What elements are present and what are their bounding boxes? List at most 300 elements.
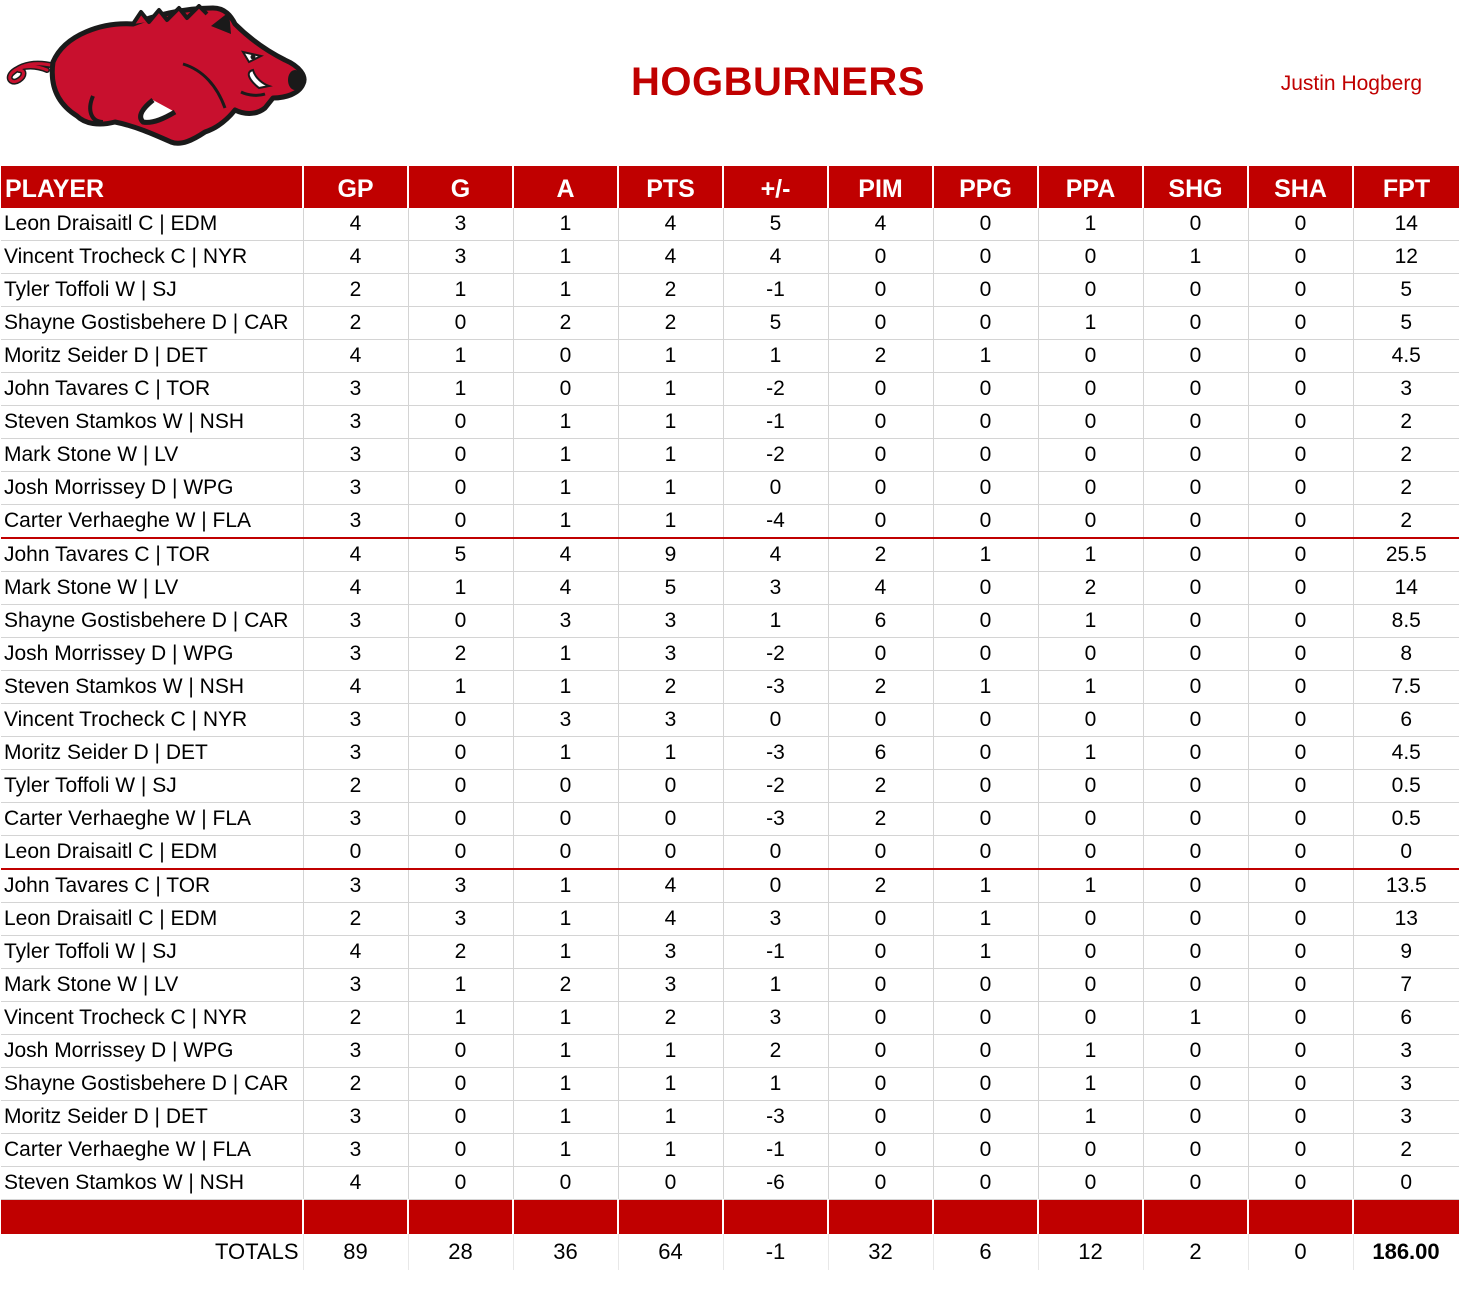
total-pts: 64 (618, 1234, 723, 1270)
column-header-fpt: FPT (1353, 166, 1459, 208)
a-cell: 1 (513, 1101, 618, 1134)
gp-cell: 4 (303, 340, 408, 373)
plus-minus-cell: 1 (723, 605, 828, 638)
header-row (1, 166, 1459, 208)
shg-cell: 1 (1143, 241, 1248, 274)
ppg-cell: 0 (933, 241, 1038, 274)
fpt-cell: 6 (1353, 704, 1459, 737)
table-row (1, 406, 1459, 439)
sha-cell: 0 (1248, 836, 1353, 870)
g-cell: 0 (408, 1101, 513, 1134)
pim-cell: 0 (828, 505, 933, 539)
player-name: Leon Draisaitl C | EDM (1, 208, 303, 241)
gp-cell: 3 (303, 869, 408, 903)
ppg-cell: 0 (933, 406, 1038, 439)
shg-cell: 0 (1143, 638, 1248, 671)
table-row (1, 869, 1459, 903)
sha-cell: 0 (1248, 208, 1353, 241)
player-name: Carter Verhaeghe W | FLA (1, 1134, 303, 1167)
ppa-cell: 1 (1038, 737, 1143, 770)
ppa-cell: 1 (1038, 671, 1143, 704)
pim-cell: 0 (828, 1002, 933, 1035)
fpt-cell: 3 (1353, 1035, 1459, 1068)
pts-cell: 5 (618, 572, 723, 605)
gp-cell: 3 (303, 1035, 408, 1068)
sha-cell: 0 (1248, 439, 1353, 472)
sha-cell: 0 (1248, 406, 1353, 439)
plus-minus-cell: -3 (723, 803, 828, 836)
separator-cell (933, 1200, 1038, 1235)
shg-cell: 0 (1143, 439, 1248, 472)
pim-cell: 6 (828, 605, 933, 638)
g-cell: 0 (408, 770, 513, 803)
plus-minus-cell: 4 (723, 538, 828, 572)
pts-cell: 2 (618, 307, 723, 340)
gp-cell: 4 (303, 208, 408, 241)
shg-cell: 0 (1143, 307, 1248, 340)
plus-minus-cell: 5 (723, 208, 828, 241)
g-cell: 1 (408, 373, 513, 406)
gp-cell: 2 (303, 307, 408, 340)
column-header-pts: PTS (618, 166, 723, 208)
ppa-cell: 0 (1038, 803, 1143, 836)
ppa-cell: 0 (1038, 1167, 1143, 1200)
pts-cell: 1 (618, 737, 723, 770)
plus-minus-cell: 1 (723, 340, 828, 373)
plus-minus-cell: -1 (723, 1134, 828, 1167)
total-shg: 2 (1143, 1234, 1248, 1270)
sha-cell: 0 (1248, 969, 1353, 1002)
sha-cell: 0 (1248, 605, 1353, 638)
shg-cell: 0 (1143, 936, 1248, 969)
plus-minus-cell: 0 (723, 704, 828, 737)
ppa-cell: 2 (1038, 572, 1143, 605)
plus-minus-cell: -4 (723, 505, 828, 539)
sha-cell: 0 (1248, 373, 1353, 406)
player-name: Leon Draisaitl C | EDM (1, 836, 303, 870)
ppa-cell: 0 (1038, 241, 1143, 274)
gp-cell: 3 (303, 1101, 408, 1134)
pts-cell: 9 (618, 538, 723, 572)
table-row (1, 704, 1459, 737)
pts-cell: 1 (618, 472, 723, 505)
player-name: Vincent Trocheck C | NYR (1, 704, 303, 737)
g-cell: 0 (408, 803, 513, 836)
total-sha: 0 (1248, 1234, 1353, 1270)
fpt-cell: 0.5 (1353, 803, 1459, 836)
fpt-cell: 13.5 (1353, 869, 1459, 903)
shg-cell: 0 (1143, 1035, 1248, 1068)
pim-cell: 2 (828, 869, 933, 903)
pim-cell: 0 (828, 439, 933, 472)
ppg-cell: 0 (933, 572, 1038, 605)
plus-minus-cell: 0 (723, 472, 828, 505)
fpt-cell: 2 (1353, 406, 1459, 439)
player-name: Vincent Trocheck C | NYR (1, 241, 303, 274)
ppa-cell: 0 (1038, 406, 1143, 439)
ppa-cell: 1 (1038, 1035, 1143, 1068)
shg-cell: 0 (1143, 505, 1248, 539)
g-cell: 0 (408, 439, 513, 472)
pts-cell: 1 (618, 406, 723, 439)
a-cell: 4 (513, 538, 618, 572)
total-ppg: 6 (933, 1234, 1038, 1270)
gp-cell: 3 (303, 704, 408, 737)
g-cell: 0 (408, 836, 513, 870)
g-cell: 0 (408, 307, 513, 340)
plus-minus-cell: -2 (723, 373, 828, 406)
ppg-cell: 0 (933, 605, 1038, 638)
shg-cell: 0 (1143, 1101, 1248, 1134)
plus-minus-cell: 1 (723, 1068, 828, 1101)
pts-cell: 3 (618, 638, 723, 671)
sha-cell: 0 (1248, 704, 1353, 737)
pts-cell: 4 (618, 208, 723, 241)
shg-cell: 0 (1143, 373, 1248, 406)
table-row (1, 439, 1459, 472)
pim-cell: 0 (828, 472, 933, 505)
ppg-cell: 1 (933, 340, 1038, 373)
sha-cell: 0 (1248, 472, 1353, 505)
g-cell: 1 (408, 671, 513, 704)
shg-cell: 0 (1143, 538, 1248, 572)
player-name: Josh Morrissey D | WPG (1, 1035, 303, 1068)
g-cell: 0 (408, 406, 513, 439)
sha-cell: 0 (1248, 671, 1353, 704)
player-name: Moritz Seider D | DET (1, 340, 303, 373)
ppa-cell: 0 (1038, 1134, 1143, 1167)
pts-cell: 1 (618, 1134, 723, 1167)
ppg-cell: 0 (933, 439, 1038, 472)
gp-cell: 2 (303, 1002, 408, 1035)
ppa-cell: 1 (1038, 1068, 1143, 1101)
plus-minus-cell: 2 (723, 1035, 828, 1068)
pim-cell: 0 (828, 903, 933, 936)
ppg-cell: 0 (933, 1134, 1038, 1167)
sha-cell: 0 (1248, 274, 1353, 307)
totals-separator-band (1, 1200, 1459, 1235)
ppg-cell: 0 (933, 1002, 1038, 1035)
table-row (1, 373, 1459, 406)
fpt-cell: 3 (1353, 1101, 1459, 1134)
g-cell: 1 (408, 274, 513, 307)
ppg-cell: 1 (933, 671, 1038, 704)
table-row (1, 803, 1459, 836)
pim-cell: 0 (828, 1134, 933, 1167)
fpt-cell: 3 (1353, 1068, 1459, 1101)
gp-cell: 3 (303, 439, 408, 472)
gp-cell: 3 (303, 505, 408, 539)
pim-cell: 0 (828, 307, 933, 340)
g-cell: 1 (408, 1002, 513, 1035)
a-cell: 2 (513, 969, 618, 1002)
table-row (1, 903, 1459, 936)
pts-cell: 1 (618, 340, 723, 373)
player-name: Tyler Toffoli W | SJ (1, 770, 303, 803)
plus-minus-cell: -1 (723, 936, 828, 969)
gp-cell: 2 (303, 903, 408, 936)
player-name: Steven Stamkos W | NSH (1, 1167, 303, 1200)
total-fpt: 186.00 (1353, 1234, 1459, 1270)
g-cell: 0 (408, 737, 513, 770)
shg-cell: 0 (1143, 274, 1248, 307)
sha-cell: 0 (1248, 770, 1353, 803)
player-name: Steven Stamkos W | NSH (1, 406, 303, 439)
shg-cell: 0 (1143, 1167, 1248, 1200)
pts-cell: 2 (618, 1002, 723, 1035)
a-cell: 1 (513, 1068, 618, 1101)
fpt-cell: 2 (1353, 1134, 1459, 1167)
pim-cell: 4 (828, 572, 933, 605)
pts-cell: 1 (618, 439, 723, 472)
a-cell: 1 (513, 671, 618, 704)
fpt-cell: 5 (1353, 307, 1459, 340)
a-cell: 3 (513, 704, 618, 737)
fpt-cell: 6 (1353, 1002, 1459, 1035)
table-row (1, 1134, 1459, 1167)
ppa-cell: 0 (1038, 936, 1143, 969)
a-cell: 0 (513, 803, 618, 836)
gp-cell: 3 (303, 472, 408, 505)
fpt-cell: 4.5 (1353, 340, 1459, 373)
fpt-cell: 7.5 (1353, 671, 1459, 704)
table-row (1, 737, 1459, 770)
pim-cell: 0 (828, 241, 933, 274)
table-row (1, 770, 1459, 803)
player-name: John Tavares C | TOR (1, 869, 303, 903)
pim-cell: 0 (828, 1167, 933, 1200)
table-row (1, 936, 1459, 969)
player-name: Carter Verhaeghe W | FLA (1, 803, 303, 836)
a-cell: 1 (513, 472, 618, 505)
fpt-cell: 0 (1353, 836, 1459, 870)
fpt-cell: 0 (1353, 1167, 1459, 1200)
razorback-hog-logo (3, 4, 309, 149)
fpt-cell: 8.5 (1353, 605, 1459, 638)
pts-cell: 3 (618, 605, 723, 638)
gp-cell: 3 (303, 605, 408, 638)
gp-cell: 4 (303, 538, 408, 572)
ppa-cell: 0 (1038, 439, 1143, 472)
pts-cell: 0 (618, 803, 723, 836)
pim-cell: 0 (828, 1035, 933, 1068)
shg-cell: 0 (1143, 472, 1248, 505)
ppg-cell: 0 (933, 737, 1038, 770)
plus-minus-cell: -3 (723, 1101, 828, 1134)
fpt-cell: 14 (1353, 208, 1459, 241)
team-name-title: HOGBURNERS (631, 60, 925, 104)
shg-cell: 0 (1143, 1134, 1248, 1167)
fpt-cell: 12 (1353, 241, 1459, 274)
fpt-cell: 4.5 (1353, 737, 1459, 770)
g-cell: 2 (408, 638, 513, 671)
a-cell: 0 (513, 373, 618, 406)
fpt-cell: 2 (1353, 472, 1459, 505)
separator-cell (513, 1200, 618, 1235)
shg-cell: 0 (1143, 803, 1248, 836)
pts-cell: 0 (618, 836, 723, 870)
sha-cell: 0 (1248, 505, 1353, 539)
ppg-cell: 0 (933, 307, 1038, 340)
fpt-cell: 7 (1353, 969, 1459, 1002)
shg-cell: 0 (1143, 1068, 1248, 1101)
table-row (1, 572, 1459, 605)
fpt-cell: 0.5 (1353, 770, 1459, 803)
plus-minus-cell: 4 (723, 241, 828, 274)
plus-minus-cell: 3 (723, 572, 828, 605)
ppg-cell: 0 (933, 274, 1038, 307)
sha-cell: 0 (1248, 538, 1353, 572)
plus-minus-cell: -1 (723, 274, 828, 307)
sha-cell: 0 (1248, 737, 1353, 770)
player-name: John Tavares C | TOR (1, 538, 303, 572)
shg-cell: 0 (1143, 572, 1248, 605)
table-row (1, 836, 1459, 870)
table-row (1, 307, 1459, 340)
sha-cell: 0 (1248, 1167, 1353, 1200)
player-name: Mark Stone W | LV (1, 969, 303, 1002)
ppg-cell: 0 (933, 969, 1038, 1002)
total-g: 28 (408, 1234, 513, 1270)
shg-cell: 0 (1143, 770, 1248, 803)
separator-cell (1143, 1200, 1248, 1235)
ppg-cell: 0 (933, 1167, 1038, 1200)
page-header (0, 0, 1459, 166)
a-cell: 0 (513, 340, 618, 373)
fpt-cell: 9 (1353, 936, 1459, 969)
table-row (1, 340, 1459, 373)
pim-cell: 0 (828, 1101, 933, 1134)
pts-cell: 3 (618, 936, 723, 969)
a-cell: 0 (513, 770, 618, 803)
column-header-ppa: PPA (1038, 166, 1143, 208)
pts-cell: 1 (618, 1068, 723, 1101)
ppa-cell: 0 (1038, 274, 1143, 307)
ppg-cell: 0 (933, 770, 1038, 803)
player-name: Shayne Gostisbehere D | CAR (1, 307, 303, 340)
a-cell: 1 (513, 241, 618, 274)
g-cell: 3 (408, 208, 513, 241)
gp-cell: 3 (303, 406, 408, 439)
pim-cell: 2 (828, 340, 933, 373)
player-name: Moritz Seider D | DET (1, 1101, 303, 1134)
pim-cell: 2 (828, 803, 933, 836)
shg-cell: 0 (1143, 836, 1248, 870)
ppa-cell: 0 (1038, 505, 1143, 539)
sha-cell: 0 (1248, 307, 1353, 340)
player-name: John Tavares C | TOR (1, 373, 303, 406)
pts-cell: 0 (618, 1167, 723, 1200)
table-row (1, 1068, 1459, 1101)
pts-cell: 1 (618, 373, 723, 406)
sha-cell: 0 (1248, 1068, 1353, 1101)
shg-cell: 1 (1143, 1002, 1248, 1035)
player-name: Vincent Trocheck C | NYR (1, 1002, 303, 1035)
sha-cell: 0 (1248, 803, 1353, 836)
shg-cell: 0 (1143, 903, 1248, 936)
plus-minus-cell: -1 (723, 406, 828, 439)
column-header-gp: GP (303, 166, 408, 208)
player-name: Carter Verhaeghe W | FLA (1, 505, 303, 539)
sha-cell: 0 (1248, 241, 1353, 274)
plus-minus-cell: -2 (723, 770, 828, 803)
shg-cell: 0 (1143, 737, 1248, 770)
plus-minus-cell: -3 (723, 737, 828, 770)
ppa-cell: 1 (1038, 869, 1143, 903)
a-cell: 1 (513, 439, 618, 472)
total-pim: 32 (828, 1234, 933, 1270)
ppa-cell: 1 (1038, 208, 1143, 241)
player-name: Shayne Gostisbehere D | CAR (1, 605, 303, 638)
ppa-cell: 1 (1038, 1101, 1143, 1134)
pim-cell: 0 (828, 274, 933, 307)
g-cell: 1 (408, 969, 513, 1002)
g-cell: 1 (408, 340, 513, 373)
gp-cell: 3 (303, 969, 408, 1002)
player-name: Tyler Toffoli W | SJ (1, 274, 303, 307)
g-cell: 3 (408, 903, 513, 936)
total-gp: 89 (303, 1234, 408, 1270)
table-row (1, 969, 1459, 1002)
player-name: Mark Stone W | LV (1, 439, 303, 472)
table-row (1, 208, 1459, 241)
plus-minus-cell: 3 (723, 1002, 828, 1035)
table-row (1, 1035, 1459, 1068)
table-row (1, 472, 1459, 505)
gp-cell: 4 (303, 572, 408, 605)
gp-cell: 3 (303, 1134, 408, 1167)
plus-minus-cell: 1 (723, 969, 828, 1002)
shg-cell: 0 (1143, 605, 1248, 638)
g-cell: 0 (408, 472, 513, 505)
column-header-sha: SHA (1248, 166, 1353, 208)
sha-cell: 0 (1248, 1035, 1353, 1068)
totals-label: TOTALS (1, 1234, 303, 1270)
g-cell: 0 (408, 605, 513, 638)
player-name: Tyler Toffoli W | SJ (1, 936, 303, 969)
a-cell: 0 (513, 836, 618, 870)
ppg-cell: 0 (933, 505, 1038, 539)
g-cell: 5 (408, 538, 513, 572)
ppa-cell: 1 (1038, 307, 1143, 340)
a-cell: 1 (513, 638, 618, 671)
a-cell: 1 (513, 406, 618, 439)
ppa-cell: 0 (1038, 903, 1143, 936)
sha-cell: 0 (1248, 903, 1353, 936)
pts-cell: 1 (618, 1035, 723, 1068)
sha-cell: 0 (1248, 572, 1353, 605)
a-cell: 1 (513, 903, 618, 936)
table-row (1, 274, 1459, 307)
pts-cell: 3 (618, 969, 723, 1002)
a-cell: 0 (513, 1167, 618, 1200)
sha-cell: 0 (1248, 340, 1353, 373)
ppg-cell: 0 (933, 1068, 1038, 1101)
ppg-cell: 0 (933, 638, 1038, 671)
gp-cell: 3 (303, 373, 408, 406)
shg-cell: 0 (1143, 869, 1248, 903)
g-cell: 3 (408, 241, 513, 274)
ppg-cell: 1 (933, 538, 1038, 572)
pts-cell: 4 (618, 241, 723, 274)
a-cell: 1 (513, 1134, 618, 1167)
pim-cell: 0 (828, 1068, 933, 1101)
pim-cell: 0 (828, 836, 933, 870)
pim-cell: 0 (828, 373, 933, 406)
owner-name: Justin Hogberg (1280, 72, 1422, 95)
table-row (1, 538, 1459, 572)
a-cell: 1 (513, 1002, 618, 1035)
